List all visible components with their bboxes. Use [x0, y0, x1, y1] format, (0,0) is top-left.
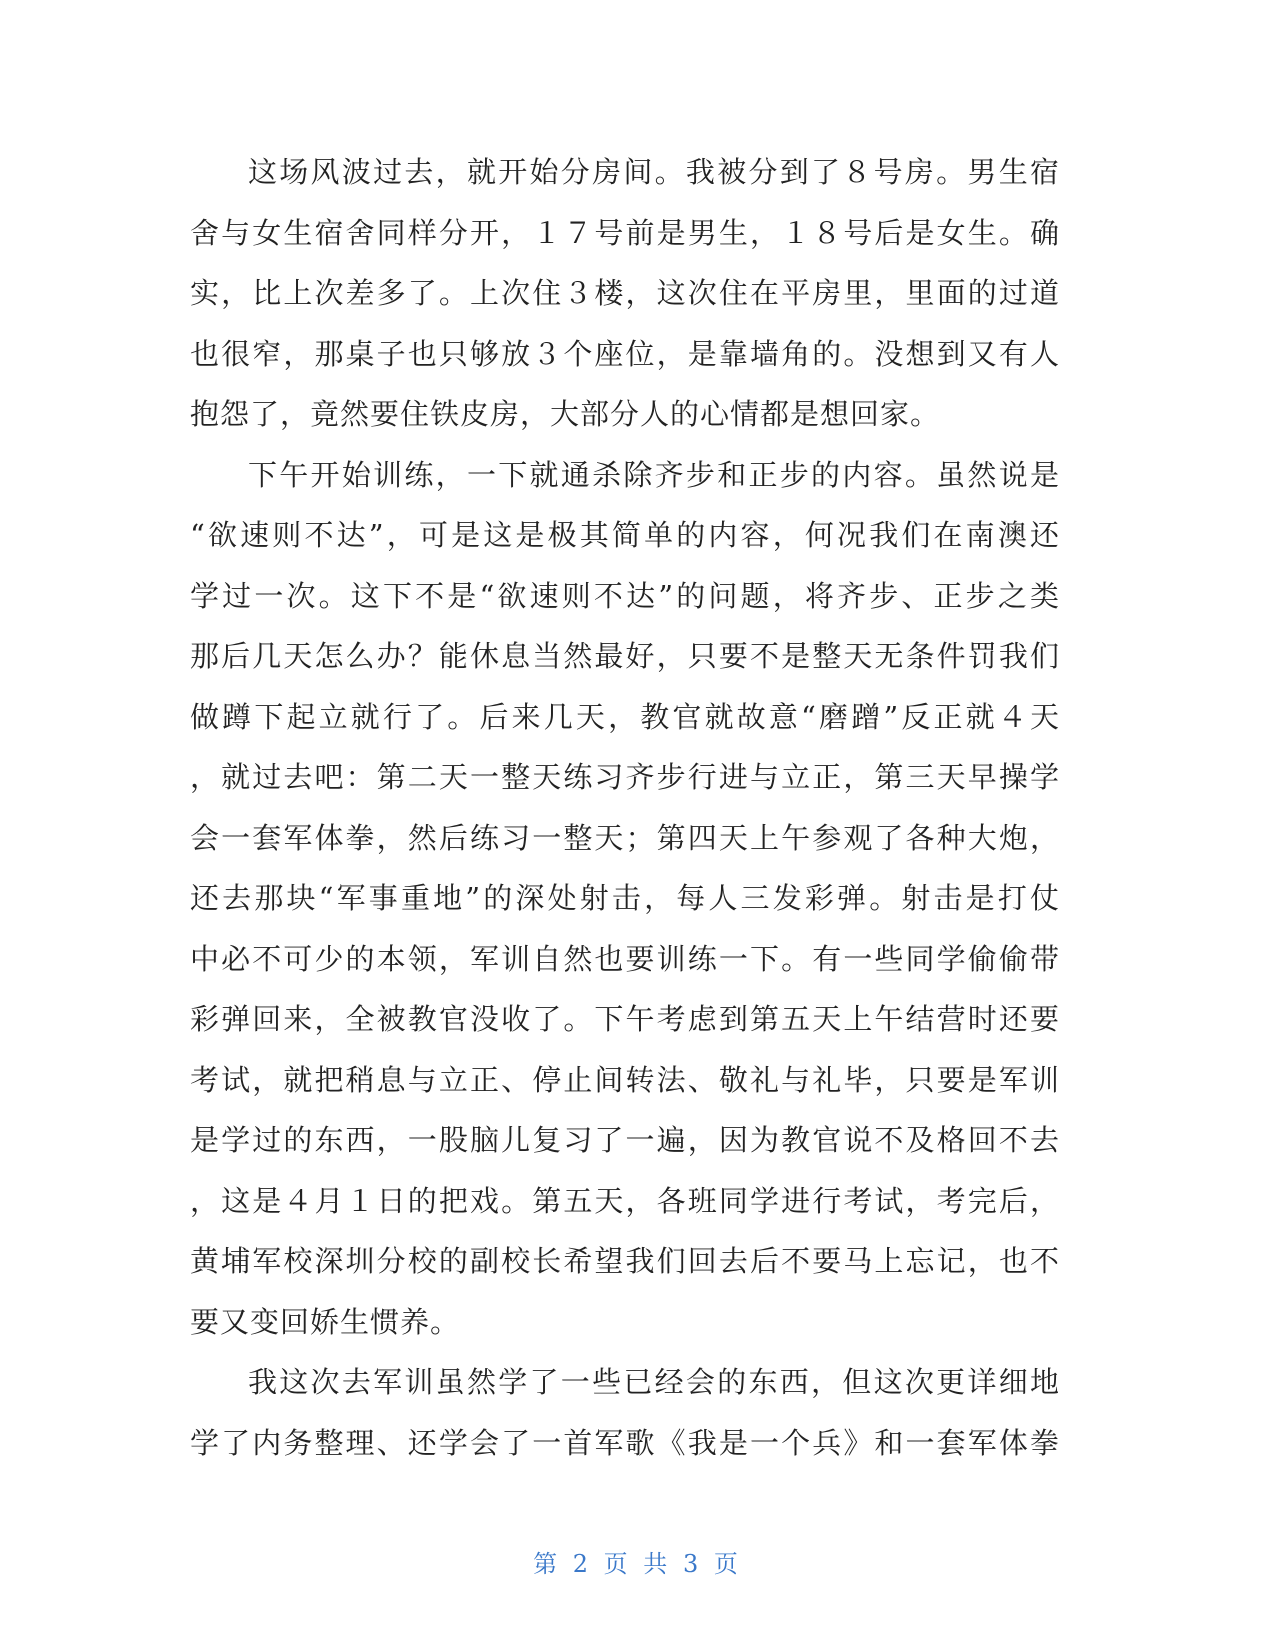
paragraph-1-line-4: 也很窄，那桌子也只够放３个座位，是靠墙角的。没想到又有人: [190, 336, 1060, 371]
paragraph-2-line-11: 考试，就把稍息与立正、停止间转法、敬礼与礼毕，只要是军训: [190, 1062, 1060, 1097]
paragraph-2-line-15: 要又变回娇生惯养。: [190, 1304, 461, 1339]
paragraph-2-line-1: 下午开始训练，一下就通杀除齐步和正步的内容。虽然说是: [248, 457, 1060, 492]
paragraph-3-line-1: 我这次去军训虽然学了一些已经会的东西，但这次更详细地: [248, 1365, 1060, 1399]
paragraph-1-line-2: 舍与女生宿舍同样分开，１７号前是男生，１８号后是女生。确: [190, 215, 1060, 250]
paragraph-2-line-13: ，这是４月１日的把戏。第五天，各班同学进行考试，考完后，: [190, 1183, 1060, 1218]
paragraph-2-line-2: “欲速则不达”，可是这是极其简单的内容，何况我们在南澳还: [190, 518, 1060, 552]
paragraph-2-line-6: ，就过去吧：第二天一整天练习齐步行进与立正，第三天早操学: [190, 760, 1060, 794]
page-number-footer: 第 2 页 共 3 页: [533, 1550, 742, 1578]
paragraph-2-line-9: 中必不可少的本领，军训自然也要训练一下。有一些同学偷偷带: [190, 941, 1060, 976]
paragraph-2-line-8: 还去那块“军事重地”的深处射击，每人三发彩弹。射击是打仗: [190, 881, 1060, 915]
paragraph-1-line-1: 这场风波过去，就开始分房间。我被分到了８号房。男生宿: [248, 155, 1060, 189]
paragraph-2-line-7: 会一套军体拳，然后练习一整天；第四天上午参观了各种大炮，: [190, 820, 1060, 855]
paragraph-2-line-4: 那后几天怎么办？能休息当然最好，只要不是整天无条件罚我们: [190, 639, 1060, 673]
paragraph-2-line-5: 做蹲下起立就行了。后来几天，教官就故意“磨蹭”反正就４天: [190, 699, 1060, 734]
paragraph-2-line-12: 是学过的东西，一股脑儿复习了一遍，因为教官说不及格回不去: [190, 1123, 1060, 1157]
paragraph-2-line-10: 彩弹回来，全被教官没收了。下午考虑到第五天上午结营时还要: [190, 1002, 1060, 1036]
paragraph-1-line-3: 实，比上次差多了。上次住３楼，这次住在平房里，里面的过道: [190, 276, 1060, 310]
body-text: [190, 142, 1060, 1473]
paragraph-2-line-14: 黄埔军校深圳分校的副校长希望我们回去后不要马上忘记，也不: [190, 1244, 1060, 1278]
paragraph-2-line-3: 学过一次。这下不是“欲速则不达”的问题，将齐步、正步之类: [190, 578, 1060, 613]
paragraph-1-line-5: 抱怨了，竟然要住铁皮房，大部分人的心情都是想回家。: [190, 397, 941, 431]
paragraph-3-line-2: 学了内务整理、还学会了一首军歌《我是一个兵》和一套军体拳: [190, 1425, 1060, 1460]
